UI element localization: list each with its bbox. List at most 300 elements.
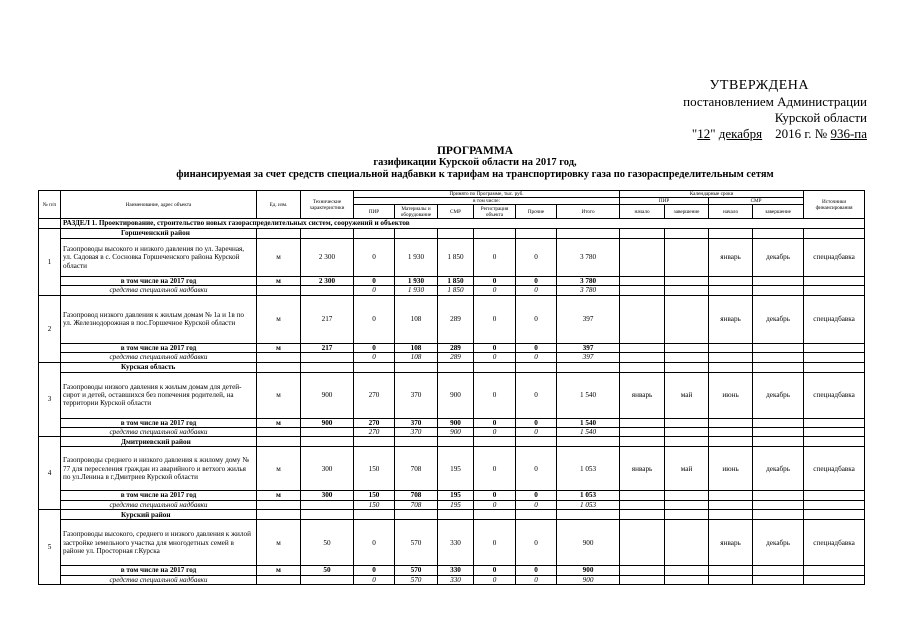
district-filler [474, 362, 516, 372]
pir-end-cell: май [665, 447, 709, 491]
sum-empty [665, 491, 709, 500]
header-pir-start: начало [620, 205, 665, 219]
sub-reg: 0 [474, 428, 516, 437]
sum-other: 0 [516, 343, 557, 352]
sum-smr: 330 [438, 566, 474, 575]
sum-pir: 0 [354, 566, 395, 575]
sub-label: средства специальной надбавки [61, 353, 257, 362]
approval-date [607, 126, 867, 142]
sub-empty [665, 500, 709, 509]
total-cell: 900 [557, 520, 620, 566]
smr-end-cell: декабрь [753, 295, 804, 343]
sum-label: в том числе на 2017 год [61, 418, 257, 427]
sub-empty [301, 428, 354, 437]
sum-empty [709, 277, 753, 286]
sub-pir: 0 [354, 353, 395, 362]
source-cell: спецнадбавка [804, 295, 865, 343]
header-smr-end: завершение [753, 205, 804, 219]
table-row [39, 295, 865, 343]
total-cell: 397 [557, 295, 620, 343]
other-cell: 0 [516, 372, 557, 418]
sum-tech: 2 300 [301, 277, 354, 286]
district-filler [557, 229, 620, 239]
district-filler [301, 229, 354, 239]
other-cell: 0 [516, 520, 557, 566]
source-cell: спецнадбавка [804, 239, 865, 277]
sum-empty [665, 343, 709, 352]
sub-mat: 570 [395, 575, 438, 584]
tech-cell: 2 300 [301, 239, 354, 277]
pir-end-cell [665, 295, 709, 343]
sum-empty [620, 491, 665, 500]
sub-empty [257, 575, 301, 584]
sub-smr: 900 [438, 428, 474, 437]
sum-empty [665, 277, 709, 286]
row-num: 2 [39, 295, 61, 362]
source-cell: спецнадбавка [804, 372, 865, 418]
district-filler [257, 362, 301, 372]
sum-empty [753, 418, 804, 427]
sub-label: средства специальной надбавки [61, 575, 257, 584]
sum-empty [753, 491, 804, 500]
sub-empty [620, 353, 665, 362]
sub-other: 0 [516, 286, 557, 295]
pir-start-cell [620, 520, 665, 566]
document-heading [60, 145, 890, 181]
smr-start-cell: январь [709, 239, 753, 277]
table-row [39, 447, 865, 491]
section-num-cell [39, 219, 61, 229]
sub-reg: 0 [474, 353, 516, 362]
district-filler [557, 362, 620, 372]
sum-empty [709, 491, 753, 500]
district-filler [257, 510, 301, 520]
sum-mat: 370 [395, 418, 438, 427]
other-cell: 0 [516, 447, 557, 491]
district-filler [395, 362, 438, 372]
special-fund-row [39, 286, 865, 295]
sum-empty [709, 418, 753, 427]
sub-other: 0 [516, 500, 557, 509]
sub-empty [753, 353, 804, 362]
sub-label: средства специальной надбавки [61, 286, 257, 295]
district-filler [620, 362, 665, 372]
pir-start-cell [620, 239, 665, 277]
sum-empty [620, 277, 665, 286]
sub-pir: 0 [354, 575, 395, 584]
approval-line1: постановлением Администрации [683, 94, 867, 109]
approval-quote-open: " [691, 126, 698, 141]
smr-end-cell: декабрь [753, 520, 804, 566]
sub-label: средства специальной надбавки [61, 500, 257, 509]
header-unit: Ед. изм. [257, 191, 301, 219]
district-filler [474, 437, 516, 447]
sub-empty [665, 575, 709, 584]
district-filler [804, 362, 865, 372]
sum-smr: 195 [438, 491, 474, 500]
sub-total: 1 053 [557, 500, 620, 509]
sub-empty [709, 575, 753, 584]
district-filler [557, 437, 620, 447]
district-filler [354, 229, 395, 239]
sum-empty [753, 343, 804, 352]
sum-total: 1 540 [557, 418, 620, 427]
header-cal-smr: СМР [709, 198, 804, 205]
district-filler [438, 510, 474, 520]
special-fund-row [39, 500, 865, 509]
district-filler [438, 437, 474, 447]
mat-cell: 108 [395, 295, 438, 343]
smr-start-cell: январь [709, 295, 753, 343]
reg-cell: 0 [474, 372, 516, 418]
sub-mat: 108 [395, 353, 438, 362]
district-filler [474, 510, 516, 520]
approval-title: УТВЕРЖДЕНА [709, 78, 809, 93]
sum-unit: м [257, 566, 301, 575]
sum-empty [804, 343, 865, 352]
other-cell: 0 [516, 239, 557, 277]
header-total: Итого [557, 205, 620, 219]
sum-unit: м [257, 343, 301, 352]
row-num: 3 [39, 362, 61, 437]
smr-cell: 330 [438, 520, 474, 566]
smr-cell: 900 [438, 372, 474, 418]
sum-reg: 0 [474, 418, 516, 427]
sum-pir: 270 [354, 418, 395, 427]
district-row [39, 229, 865, 239]
district-filler [709, 362, 753, 372]
sum-empty [620, 418, 665, 427]
sum-smr: 900 [438, 418, 474, 427]
program-title: ПРОГРАММА [436, 145, 514, 157]
approval-quote-close: " [710, 126, 719, 141]
special-fund-row [39, 353, 865, 362]
sum-tech: 217 [301, 343, 354, 352]
pir-cell: 0 [354, 295, 395, 343]
sum-reg: 0 [474, 277, 516, 286]
district-filler [516, 437, 557, 447]
sub-empty [620, 500, 665, 509]
sum-mat: 1 930 [395, 277, 438, 286]
header-smr: СМР [438, 205, 474, 219]
source-cell: спецнадбавка [804, 520, 865, 566]
sum-empty [804, 566, 865, 575]
sum-tech: 300 [301, 491, 354, 500]
sub-empty [753, 286, 804, 295]
district-filler [516, 510, 557, 520]
sum-total: 397 [557, 343, 620, 352]
sub-empty [257, 353, 301, 362]
sum-empty [753, 566, 804, 575]
sub-empty [804, 353, 865, 362]
sum-empty [620, 566, 665, 575]
sub-empty [257, 428, 301, 437]
sum-label: в том числе на 2017 год [61, 566, 257, 575]
pir-end-cell [665, 239, 709, 277]
district-filler [753, 510, 804, 520]
smr-start-cell: январь [709, 520, 753, 566]
sub-other: 0 [516, 353, 557, 362]
sum-other: 0 [516, 566, 557, 575]
district-filler [620, 229, 665, 239]
sub-empty [620, 286, 665, 295]
sub-smr: 195 [438, 500, 474, 509]
sum-empty [709, 343, 753, 352]
district-filler [709, 510, 753, 520]
header-tech: Технические характеристики [301, 191, 354, 219]
sum-mat: 708 [395, 491, 438, 500]
district-filler [395, 229, 438, 239]
sum-empty [665, 566, 709, 575]
smr-start-cell: июнь [709, 372, 753, 418]
mat-cell: 370 [395, 372, 438, 418]
unit-cell: м [257, 239, 301, 277]
sub-empty [620, 575, 665, 584]
tech-cell: 900 [301, 372, 354, 418]
sub-smr: 1 850 [438, 286, 474, 295]
table-body [39, 219, 865, 585]
header-cal-pir: ПИР [620, 198, 709, 205]
sum-tech: 50 [301, 566, 354, 575]
district-filler [753, 229, 804, 239]
district-filler [354, 362, 395, 372]
approval-day: 12 [697, 126, 711, 141]
header-pir: ПИР [354, 205, 395, 219]
sub-empty [301, 500, 354, 509]
sub-reg: 0 [474, 286, 516, 295]
mat-cell: 570 [395, 520, 438, 566]
sum-label: в том числе на 2017 год [61, 343, 257, 352]
district-filler [753, 362, 804, 372]
sub-other: 0 [516, 428, 557, 437]
sum-reg: 0 [474, 491, 516, 500]
sum-other: 0 [516, 491, 557, 500]
district-filler [709, 437, 753, 447]
mat-cell: 708 [395, 447, 438, 491]
sub-pir: 0 [354, 286, 395, 295]
district-filler [257, 437, 301, 447]
smr-end-cell: декабрь [753, 447, 804, 491]
approval-year: 2016 г. № [775, 126, 828, 141]
district-filler [395, 437, 438, 447]
district-filler [557, 510, 620, 520]
sub-smr: 330 [438, 575, 474, 584]
sub-empty [665, 428, 709, 437]
sum-total: 1 053 [557, 491, 620, 500]
district-name: Курский район [61, 510, 257, 520]
unit-cell: м [257, 447, 301, 491]
district-filler [620, 510, 665, 520]
unit-cell: м [257, 295, 301, 343]
reg-cell: 0 [474, 520, 516, 566]
sub-mat: 708 [395, 500, 438, 509]
sum-label: в том числе на 2017 год [61, 491, 257, 500]
year-sum-row [39, 566, 865, 575]
sum-unit: м [257, 418, 301, 427]
reg-cell: 0 [474, 239, 516, 277]
object-name: Газопроводы высокого, среднего и низкого давления к жилой застройке земельного участка для многодетных семей в районе ул. Просторная г.Курска [61, 520, 257, 566]
sub-other: 0 [516, 575, 557, 584]
row-num: 5 [39, 510, 61, 585]
smr-cell: 195 [438, 447, 474, 491]
approval-block [607, 78, 867, 142]
sum-unit: м [257, 491, 301, 500]
sum-total: 3 780 [557, 277, 620, 286]
header-name: Наименование, адрес объекта [61, 191, 257, 219]
district-filler [804, 510, 865, 520]
sub-reg: 0 [474, 575, 516, 584]
sub-empty [301, 286, 354, 295]
unit-cell: м [257, 520, 301, 566]
table-row [39, 372, 865, 418]
district-filler [354, 510, 395, 520]
sub-mat: 1 930 [395, 286, 438, 295]
sub-empty [709, 428, 753, 437]
district-row [39, 362, 865, 372]
reg-cell: 0 [474, 447, 516, 491]
header-num: № п/п [39, 191, 61, 219]
sub-total: 397 [557, 353, 620, 362]
district-filler [516, 362, 557, 372]
tech-cell: 300 [301, 447, 354, 491]
sum-label: в том числе на 2017 год [61, 277, 257, 286]
sub-pir: 270 [354, 428, 395, 437]
total-cell: 1 540 [557, 372, 620, 418]
approval-month: декабря [718, 126, 763, 141]
district-filler [665, 437, 709, 447]
sub-empty [804, 286, 865, 295]
district-name: Горшеченский район [61, 229, 257, 239]
sub-smr: 289 [438, 353, 474, 362]
sum-pir: 0 [354, 343, 395, 352]
district-filler [438, 362, 474, 372]
special-fund-row [39, 428, 865, 437]
approval-number: 936-па [830, 126, 867, 141]
sum-total: 900 [557, 566, 620, 575]
sum-empty [665, 418, 709, 427]
approval-line2: Курской области [774, 110, 867, 125]
sub-empty [709, 353, 753, 362]
sub-empty [620, 428, 665, 437]
district-filler [301, 437, 354, 447]
object-name: Газопроводы высокого и низкого давления по ул. Заречная, ул. Садовая в с. Сосновка Горшеченского района Курской области [61, 239, 257, 277]
district-filler [438, 229, 474, 239]
header-other: Прочие [516, 205, 557, 219]
district-filler [301, 510, 354, 520]
special-fund-row [39, 575, 865, 584]
total-cell: 1 053 [557, 447, 620, 491]
sum-pir: 150 [354, 491, 395, 500]
sum-tech: 900 [301, 418, 354, 427]
sub-empty [804, 428, 865, 437]
header-source: Источники финансирования [804, 191, 865, 219]
pir-start-cell: январь [620, 447, 665, 491]
district-filler [804, 437, 865, 447]
sum-other: 0 [516, 418, 557, 427]
header-registration: Регистрация объекта [474, 205, 516, 219]
table-row [39, 520, 865, 566]
district-filler [665, 510, 709, 520]
header-incl: в том числе: [354, 198, 620, 205]
sub-empty [804, 500, 865, 509]
source-cell: спецнадбавка [804, 447, 865, 491]
other-cell: 0 [516, 295, 557, 343]
section-title: РАЗДЕЛ 1. Проектирование, строительство новых газораспределительных систем, сооружений и объектов [61, 219, 865, 229]
pir-end-cell [665, 520, 709, 566]
header-calendar: Календарные сроки [620, 191, 804, 198]
sum-empty [709, 566, 753, 575]
sub-pir: 150 [354, 500, 395, 509]
smr-cell: 1 850 [438, 239, 474, 277]
sum-empty [804, 491, 865, 500]
sum-mat: 108 [395, 343, 438, 352]
district-filler [620, 437, 665, 447]
sub-empty [665, 286, 709, 295]
district-filler [395, 510, 438, 520]
district-filler [516, 229, 557, 239]
sum-empty [804, 277, 865, 286]
sum-mat: 570 [395, 566, 438, 575]
sum-pir: 0 [354, 277, 395, 286]
header-materials: Материалы и оборудование [395, 205, 438, 219]
program-subtitle-1: газификации Курской области на 2017 год, [373, 157, 577, 168]
district-name: Курская область [61, 362, 257, 372]
pir-cell: 270 [354, 372, 395, 418]
table-row [39, 239, 865, 277]
reg-cell: 0 [474, 295, 516, 343]
pir-start-cell [620, 295, 665, 343]
sub-empty [753, 428, 804, 437]
district-filler [804, 229, 865, 239]
district-filler [753, 437, 804, 447]
sum-reg: 0 [474, 343, 516, 352]
district-filler [301, 362, 354, 372]
sub-reg: 0 [474, 500, 516, 509]
tech-cell: 50 [301, 520, 354, 566]
sub-empty [301, 353, 354, 362]
unit-cell: м [257, 372, 301, 418]
sub-total: 1 540 [557, 428, 620, 437]
district-filler [665, 362, 709, 372]
sub-mat: 370 [395, 428, 438, 437]
sub-total: 3 780 [557, 286, 620, 295]
row-num: 1 [39, 229, 61, 296]
sub-empty [301, 575, 354, 584]
smr-start-cell: июнь [709, 447, 753, 491]
pir-end-cell: май [665, 372, 709, 418]
district-row [39, 437, 865, 447]
smr-end-cell: декабрь [753, 239, 804, 277]
district-filler [354, 437, 395, 447]
year-sum-row [39, 277, 865, 286]
sum-smr: 289 [438, 343, 474, 352]
smr-end-cell: декабрь [753, 372, 804, 418]
sum-empty [753, 277, 804, 286]
district-filler [665, 229, 709, 239]
sum-empty [804, 418, 865, 427]
pir-cell: 0 [354, 520, 395, 566]
year-sum-row [39, 343, 865, 352]
sub-total: 900 [557, 575, 620, 584]
tech-cell: 217 [301, 295, 354, 343]
pir-cell: 150 [354, 447, 395, 491]
header-smr-start: начало [709, 205, 753, 219]
mat-cell: 1 930 [395, 239, 438, 277]
object-name: Газопроводы низкого давления к жилым домам для детей-сирот и детей, оставшихся без попечения родителей, на территории Курской области [61, 372, 257, 418]
sum-unit: м [257, 277, 301, 286]
district-name: Дмитриевский район [61, 437, 257, 447]
smr-cell: 289 [438, 295, 474, 343]
